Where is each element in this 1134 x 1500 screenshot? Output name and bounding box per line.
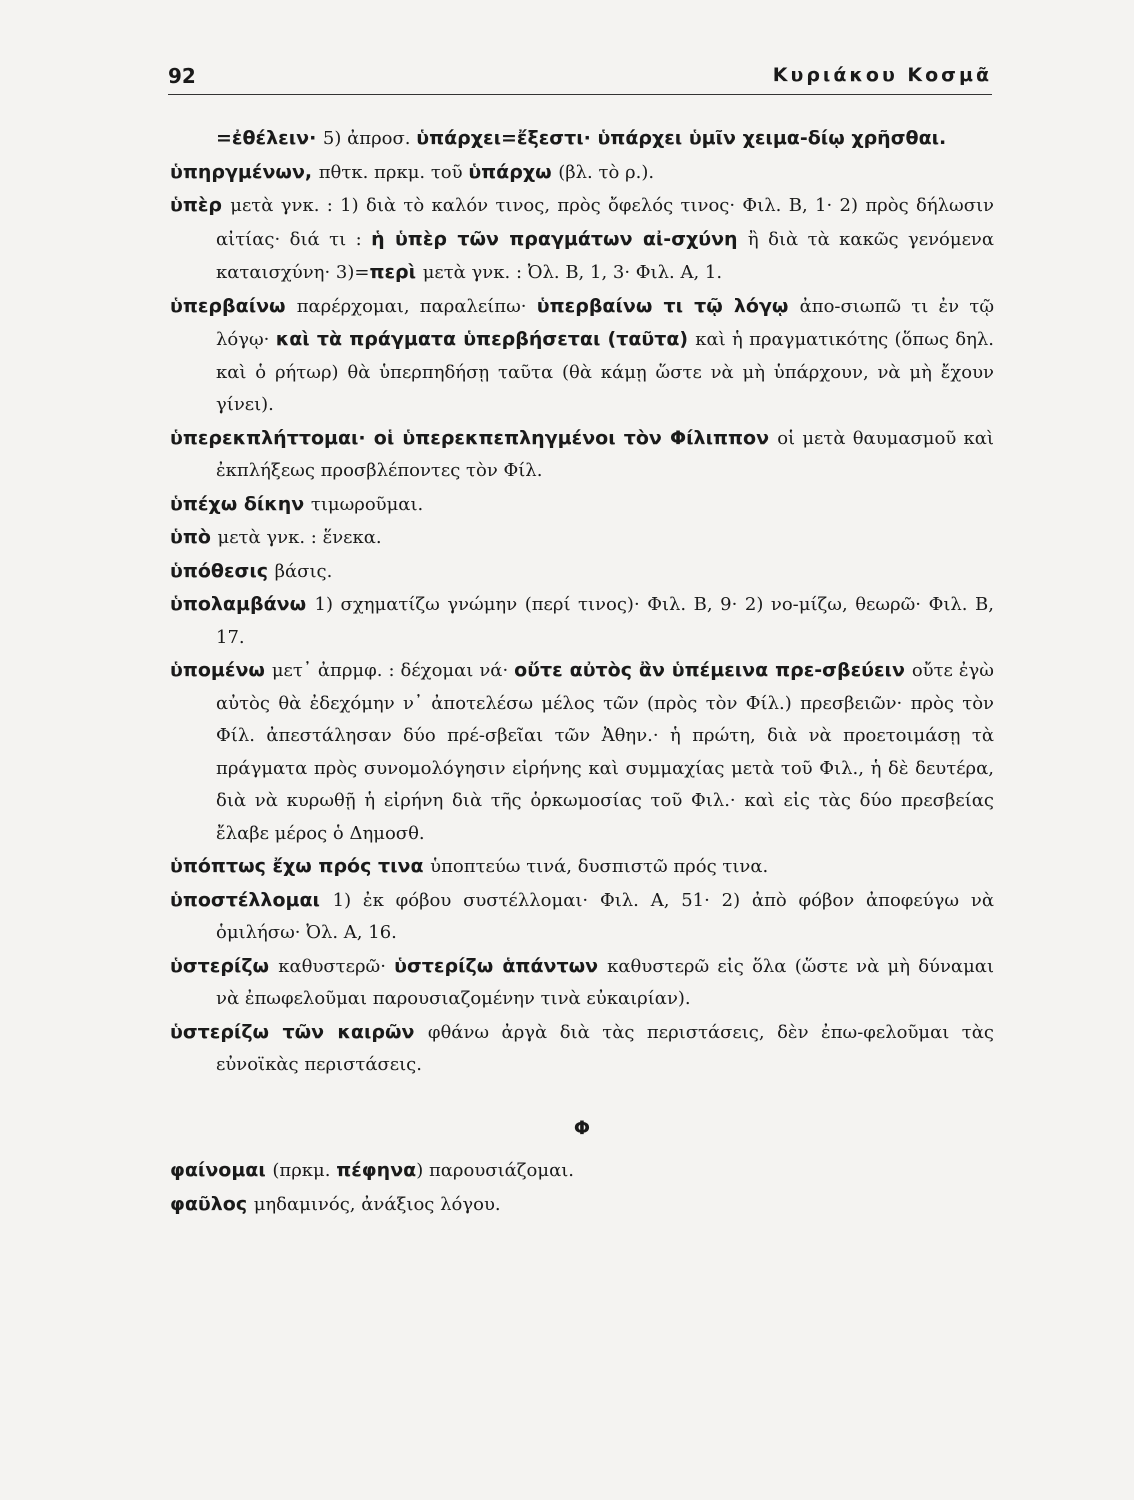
page-header [168,62,992,95]
entries-upsilon [170,122,994,1082]
dictionary-entry [170,850,994,884]
dictionary-entry [170,1016,994,1082]
dictionary-entry [170,555,994,589]
page-number: 92 [168,64,196,88]
entry-headword: ἡ ὑπὲρ τῶν πραγμάτων αἰ-σχύνη [371,227,748,250]
dictionary-entry [170,290,994,422]
section-letter-phi: Φ [573,1116,591,1139]
entry-definition: τιμωροῦμαι. [310,493,424,515]
dictionary-entry [170,588,994,654]
entry-headword: ὑπὸ [170,526,218,548]
entry-headword: ὑπὲρ [170,194,231,216]
entry-definition: ἢ διὰ τὰ κακῶς γενόμενα καταισχύνη· 3)= [216,228,995,283]
dictionary-entry [170,521,994,555]
entry-definition: φθάνω ἀργὰ διὰ τὰς περιστάσεις, δὲν ἐπω-φελοῦμαι τὰς εὐνοϊκὰς περιστάσεις. [216,1021,994,1075]
entry-headword: ὑπέχω δίκην [170,492,311,515]
entry-definition: βάσις. [274,560,333,582]
entry-definition: μετὰ γνκ. : 1) διὰ τὸ καλόν τινος, πρὸς ὄφελός τινος· Φιλ. Β, 1· 2) πρὸς δήλωσιν αἰτίας· διά τι : [216,195,994,250]
dictionary-entry [170,156,994,190]
entry-definition: 1) σχηματίζω γνώμην (περί τινος)· Φιλ. Β, 9· 2) νο-μίζω, θεωρῶ· Φιλ. Β, 17. [216,594,994,648]
dictionary-entry [170,422,994,488]
entry-headword: ὑπάρχει=ἔξεστι· ὑπάρχει ὑμῖν χειμα-δίῳ χρῆσθαι. [416,127,947,149]
dictionary-entry [170,122,994,156]
entry-definition: οἱ μετὰ θαυμασμοῦ καὶ ἐκπλήξεως προσβλέποντες τὸν Φίλ. [216,427,994,481]
entry-definition: μετὰ γνκ. : ἕνεκα. [217,527,382,548]
entry-headword: =ἐθέλειν· [216,127,323,149]
entry-headword: ὑστερίζω ἁπάντων [394,954,608,977]
entry-headword: ὑπόθεσις [170,559,275,582]
entry-headword: ὑπόπτως ἔχω πρός τινα [170,855,431,877]
entry-headword: καὶ τὰ πράγματα ὑπερβήσεται (ταῦτα) [275,328,696,350]
entry-definition: καὶ ἡ πραγματικότης (ὅπως δηλ. καὶ ὁ ρήτωρ) θὰ ὑπερπηδήσῃ ταῦτα (θὰ κάμῃ ὥστε νὰ μὴ ὑπάρχουν, νὰ μὴ ἔχουν γίνει). [216,329,994,415]
entry-definition: ὑποπτεύω τινά, δυσπιστῶ πρός τινα. [430,856,769,877]
dictionary-entry [170,884,994,950]
entry-definition: ) παρουσιάζομαι. [416,1160,575,1181]
entry-definition: παρέρχομαι, παραλείπω· [296,295,537,317]
page-body [170,122,994,1221]
entry-definition: καθυστερῶ· [278,955,395,977]
entry-definition: ἀπο-σιωπῶ τι ἐν τῷ λόγῳ· [216,295,994,350]
entry-headword: ὑπερβαίνω τι τῷ λόγῳ [536,294,800,317]
dictionary-entry [170,950,994,1016]
entry-definition: (πρκμ. [272,1160,337,1181]
entries-phi [170,1154,994,1221]
entry-headword: φαῦλος [170,1192,254,1215]
entry-definition: οὔτε ἐγὼ αὐτὸς θὰ ἐδεχόμην ν᾽ ἀποτελέσω μέλος τῶν (πρὸς τὸν Φίλ.) πρεσβειῶν· πρὸς τὸν Φίλ. ἀπεστάλησαν δύο πρέ-σβεῖαι τῶν Ἀθην.· ἡ πρώτη, διὰ νὰ προετοιμάσῃ τὰ πράγματα πρὸς συνομολόγησιν εἰρήνης καὶ συμμαχίας μετὰ τοῦ Φιλ., ἡ δὲ δευτέρα, διὰ νὰ κυρωθῇ ἡ εἰρήνη διὰ τῆς ὁρκωμοσίας τοῦ Φιλ.· καὶ εἰς τὰς δύο πρεσβείας ἔλαβε μέρος ὁ Δημοσθ. [216,660,994,844]
dictionary-entry [170,189,994,290]
entry-definition: μηδαμινός, ἀνάξιος λόγου. [253,1193,501,1215]
entry-definition: μετ᾽ ἀπρμφ. : δέχομαι νά· [271,660,515,681]
entry-headword: ὑπηργμένων, [170,160,319,183]
entry-definition: (βλ. τὸ ρ.). [558,161,655,183]
entry-definition: μετὰ γνκ. : Ὀλ. Β, 1, 3· Φιλ. Α, 1. [422,262,723,283]
running-head: Κυριάκου Κοσμᾶ [772,64,992,86]
entry-headword: ὑστερίζω [170,954,279,977]
entry-headword: φαίνομαι [170,1159,273,1181]
entry-headword: πέφηνα [336,1159,417,1181]
entry-headword: ὑπερεκπλήττομαι· οἱ ὑπερεκπεπληγμένοι τὸν Φίλιππον [170,426,778,449]
entry-headword: ὑπερβαίνω [170,294,297,317]
dictionary-entry [170,488,994,522]
entry-headword: οὔτε αὐτὸς ἂν ὑπέμεινα πρε-σβεύειν [514,659,912,681]
entry-definition: 1) ἐκ φόβου συστέλλομαι· Φιλ. Α, 51· 2) ἀπὸ φόβον ἀποφεύγω νὰ ὁμιλήσω· Ὀλ. Α, 16. [216,889,994,943]
entry-headword: ὑποστέλλομαι [170,888,333,911]
entry-definition: καθυστερῶ εἰς ὅλα (ὥστε νὰ μὴ δύναμαι νὰ ἐπωφελοῦμαι παρουσιαζομένην τινὰ εὐκαιρίαν). [216,955,994,1009]
entry-headword: ὑπομένω [170,659,272,681]
entry-headword: ὑπολαμβάνω [170,593,315,615]
dictionary-entry [170,1154,994,1188]
entry-headword: ὑπάρχω [468,160,559,183]
entry-headword: ὑστερίζω τῶν καιρῶν [170,1020,428,1043]
dictionary-entry [170,654,994,850]
dictionary-entry [170,1188,994,1222]
entry-definition: 5) ἀπροσ. [322,128,417,149]
entry-definition: πθτκ. πρκμ. τοῦ [318,161,469,183]
entry-headword: περὶ [369,261,423,283]
